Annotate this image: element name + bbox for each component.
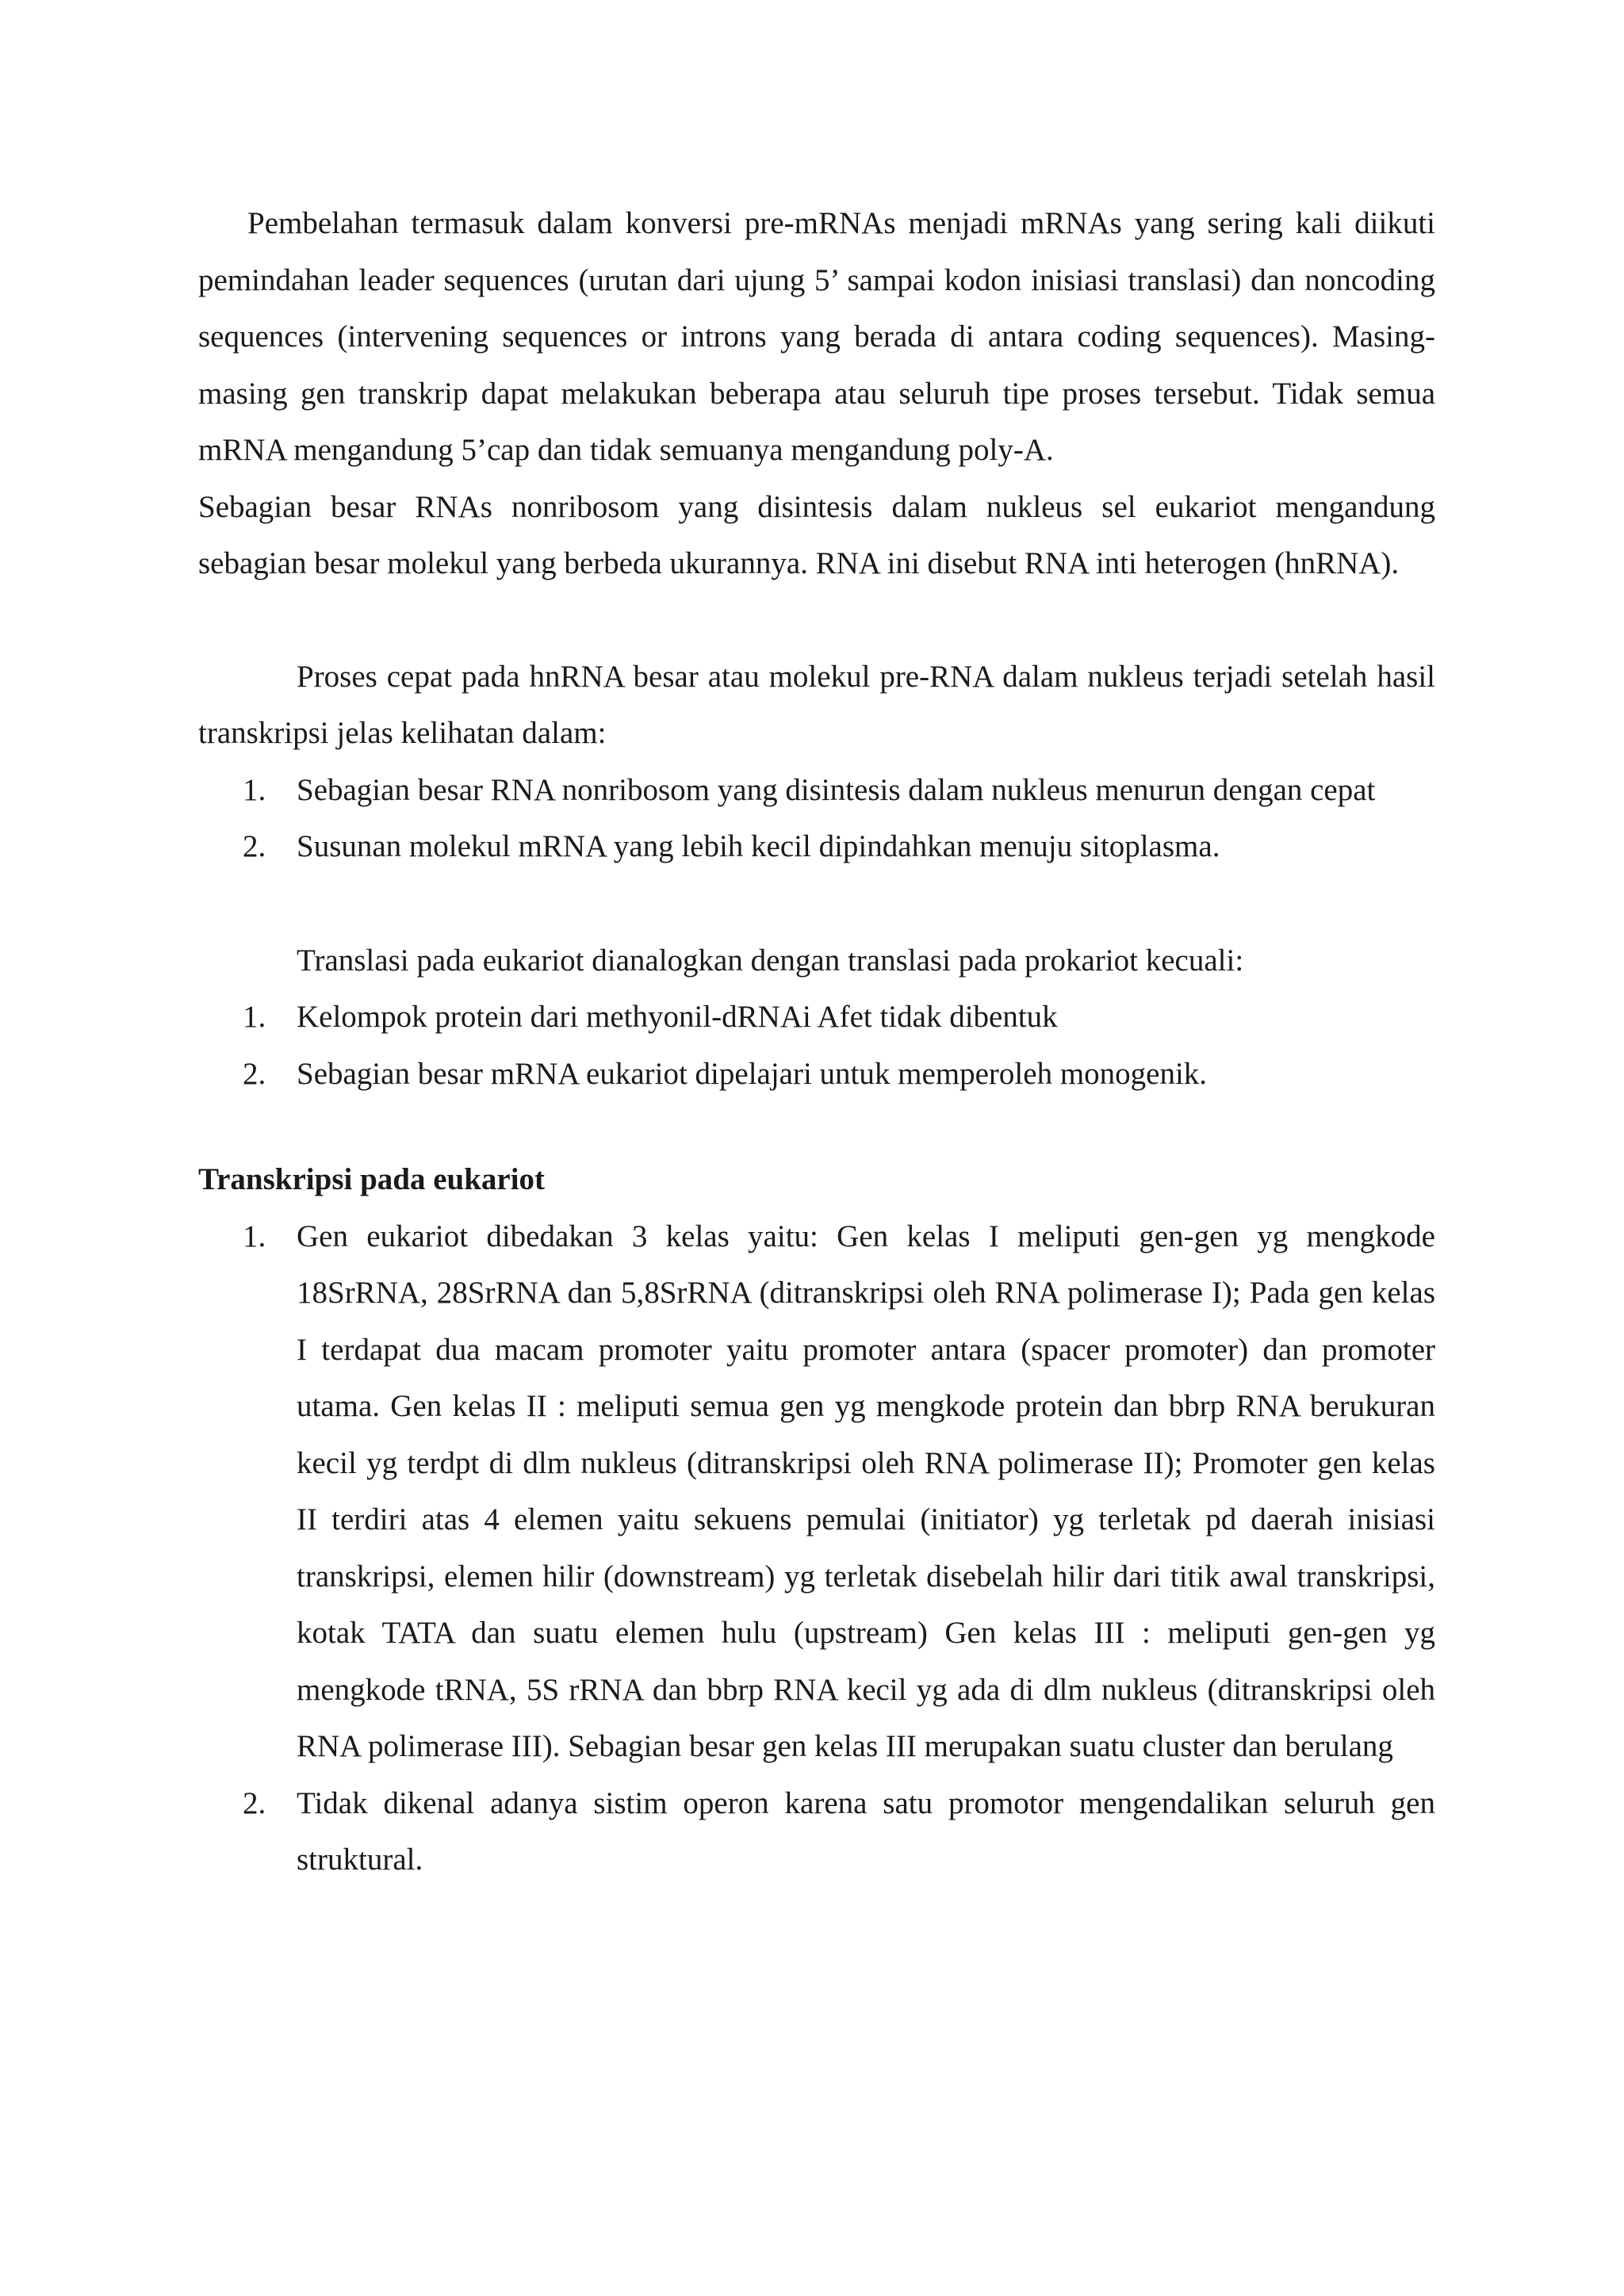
list-text: Sebagian besar RNA nonribosom yang disintesis dalam nukleus menurun dengan cepat bbox=[297, 772, 1376, 807]
section2-paragraph: Proses cepat pada hnRNA besar atau molekul pre-RNA dalam nukleus terjadi setelah hasil transkripsi jelas kelihatan dalam: bbox=[198, 659, 1435, 750]
list-number: 2. bbox=[243, 829, 266, 863]
intro-paragraph-1: Pembelahan termasuk dalam konversi pre-mRNAs menjadi mRNAs yang sering kali diikuti pemindahan leader sequences (urutan dari ujung 5’ sampai kodon inisiasi translasi) dan noncoding sequences (intervening sequences or introns yang berada di antara coding sequences). Masing-masing gen transkrip dapat melakukan beberapa atau seluruh tipe proses tersebut. Tidak semua mRNA mengandung 5’cap dan tidak semuanya mengandung poly-A. bbox=[198, 206, 1435, 467]
spacer bbox=[198, 875, 1435, 932]
list-text: Susunan molekul mRNA yang lebih kecil dipindahkan menuju sitoplasma. bbox=[297, 829, 1220, 863]
section-heading: Transkripsi pada eukariot bbox=[198, 1162, 546, 1196]
spacer bbox=[198, 1102, 1435, 1151]
section3-list bbox=[198, 989, 1435, 1102]
list-item bbox=[198, 989, 1435, 1046]
list-number: 2. bbox=[243, 1056, 266, 1091]
spacer bbox=[198, 592, 1435, 649]
document-page bbox=[198, 195, 1435, 1888]
list-text: Sebagian besar mRNA eukariot dipelajari untuk memperoleh monogenik. bbox=[297, 1056, 1208, 1091]
list-number: 2. bbox=[243, 1785, 266, 1820]
list-number: 1. bbox=[243, 1000, 266, 1034]
section3-paragraph: Translasi pada eukariot dianalogkan dengan translasi pada prokariot kecuali: bbox=[297, 943, 1244, 978]
list-item bbox=[198, 818, 1435, 875]
list-item bbox=[198, 1208, 1435, 1775]
list-number: 1. bbox=[243, 772, 266, 807]
list-item bbox=[198, 762, 1435, 819]
list-item bbox=[198, 1775, 1435, 1888]
list-number: 1. bbox=[243, 1219, 266, 1253]
section2-list bbox=[198, 762, 1435, 875]
list-text: Kelompok protein dari methyonil-dRNAi Afet tidak dibentuk bbox=[297, 1000, 1058, 1034]
list-text: Gen eukariot dibedakan 3 kelas yaitu: Gen kelas I meliputi gen-gen yg mengkode 18SrRNA, 28SrRNA dan 5,8SrRNA (ditranskripsi oleh RNA polimerase I); Pada gen kelas I terdapat dua macam promoter yaitu promoter antara (spacer promoter) dan promoter utama. Gen kelas II : meliputi semua gen yg mengkode protein dan bbrp RNA berukuran kecil yg terdpt di dlm nukleus (ditranskripsi oleh RNA polimerase II); Promoter gen kelas II terdiri atas 4 elemen yaitu sekuens pemulai (initiator) yg terletak pd daerah inisiasi transkripsi, elemen hilir (downstream) yg terletak disebelah hilir dari titik awal transkripsi, kotak TATA dan suatu elemen hulu (upstream) Gen kelas III : meliputi gen-gen yg mengkode tRNA, 5S rRNA dan bbrp RNA kecil yg ada di dlm nukleus (ditranskripsi oleh RNA polimerase III). Sebagian besar gen kelas III merupakan suatu cluster dan berulang bbox=[297, 1219, 1435, 1763]
list-text: Tidak dikenal adanya sistim operon karena satu promotor mengendalikan seluruh gen struktural. bbox=[297, 1785, 1435, 1877]
list-item bbox=[198, 1046, 1435, 1103]
section4-list bbox=[198, 1208, 1435, 1888]
intro-paragraph-2: Sebagian besar RNAs nonribosom yang disintesis dalam nukleus sel eukariot mengandung sebagian besar molekul yang berbeda ukurannya. RNA ini disebut RNA inti heterogen (hnRNA). bbox=[198, 489, 1435, 580]
